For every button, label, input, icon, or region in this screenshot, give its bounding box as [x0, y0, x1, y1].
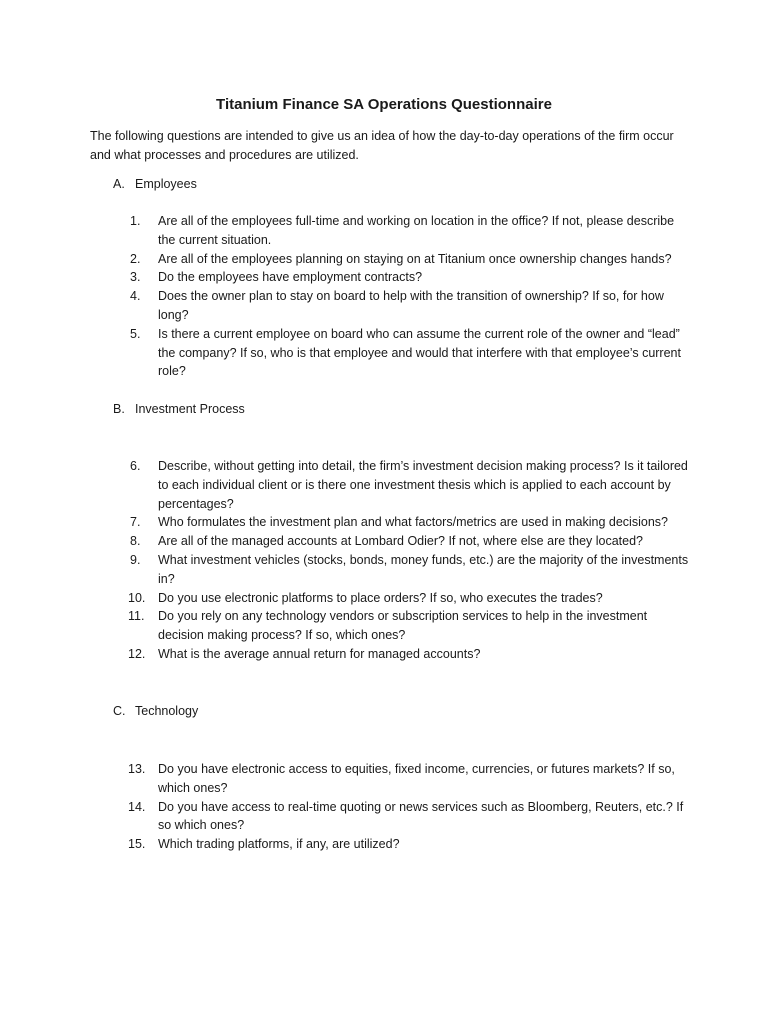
question-text: Who formulates the investment plan and what factors/metrics are used in making decisions?: [158, 515, 668, 530]
question-number: 6.: [130, 459, 141, 473]
question-item: [130, 513, 690, 532]
question-item: [130, 607, 690, 645]
question-number: 15.: [128, 837, 146, 852]
question-number: 5.: [130, 326, 141, 341]
question-item: [130, 551, 690, 589]
question-item: [130, 532, 690, 551]
question-text: Is there a current employee on board who can assume the current role of the owner and “lead” the company? If so, who is that employee and would that interfere with that employee’s current role?: [158, 326, 681, 379]
question-number: 14.: [128, 799, 146, 814]
question-number: 4.: [130, 289, 141, 304]
page-title: Titanium Finance SA Operations Questionnaire: [216, 96, 552, 113]
question-text: Are all of the employees planning on staying on at Titanium once ownership changes hands?: [158, 251, 672, 266]
section-title: Technology: [135, 704, 199, 718]
question-item: [130, 250, 690, 269]
question-number: 11.: [128, 609, 145, 624]
question-text: Do you have access to real-time quoting or news services such as Bloomberg, Reuters, etc.? If so which ones?: [158, 799, 684, 833]
question-text: Are all of the managed accounts at Lombard Odier? If not, where else are they located?: [158, 534, 644, 549]
question-list-employees: [130, 212, 690, 381]
question-list-technology: [130, 760, 690, 854]
section-letter: C.: [113, 704, 126, 718]
question-item: [130, 835, 690, 854]
question-item: [130, 325, 690, 381]
question-text: Do you use electronic platforms to place orders? If so, who executes the trades?: [158, 590, 603, 605]
question-text: What is the average annual return for managed accounts?: [158, 646, 481, 661]
question-item: [130, 457, 690, 513]
question-list-investment-process: [130, 457, 690, 664]
question-text: Does the owner plan to stay on board to help with the transition of ownership? If so, for how long?: [158, 289, 664, 322]
question-text: Do you have electronic access to equities, fixed income, currencies, or futures markets? If so, which ones?: [158, 762, 675, 795]
question-number: 2.: [130, 251, 141, 266]
question-number: 8.: [130, 534, 141, 549]
question-item: [130, 212, 690, 250]
question-number: 3.: [130, 270, 141, 285]
question-item: [130, 287, 690, 325]
question-number: 7.: [130, 515, 141, 530]
question-text: Describe, without getting into detail, the firm’s investment decision making process? Is it tailored to each individual client or is there one investment thesis which is applied to each account by percentages?: [158, 459, 688, 511]
question-number: 10.: [128, 590, 146, 605]
question-item: [130, 589, 690, 608]
section-title: Investment Process: [135, 402, 245, 416]
question-number: 1.: [130, 214, 141, 228]
section-heading-technology: [113, 702, 198, 721]
section-letter: A.: [113, 177, 125, 191]
question-text: Which trading platforms, if any, are utilized?: [158, 837, 400, 852]
question-item: [130, 268, 690, 287]
question-number: 13.: [128, 762, 146, 776]
intro-paragraph: The following questions are intended to give us an idea of how the day-to-day operations of the firm occur and what processes and procedures are utilized.: [90, 129, 674, 162]
question-item: [130, 760, 690, 798]
section-title: Employees: [135, 177, 197, 191]
question-text: Are all of the employees full-time and working on location in the office? If not, please describe the current situation.: [158, 214, 675, 247]
question-text: What investment vehicles (stocks, bonds, money funds, etc.) are the majority of the investments in?: [158, 552, 689, 586]
section-heading-employees: [113, 175, 197, 194]
section-letter: B.: [113, 402, 125, 416]
question-number: 9.: [130, 552, 141, 567]
question-text: Do you rely on any technology vendors or subscription services to help in the investment decision making process? If so, which ones?: [158, 609, 648, 643]
question-item: [130, 798, 690, 836]
section-heading-investment-process: [113, 400, 245, 419]
question-number: 12.: [128, 646, 146, 661]
question-item: [130, 645, 690, 664]
question-text: Do the employees have employment contracts?: [158, 270, 423, 285]
